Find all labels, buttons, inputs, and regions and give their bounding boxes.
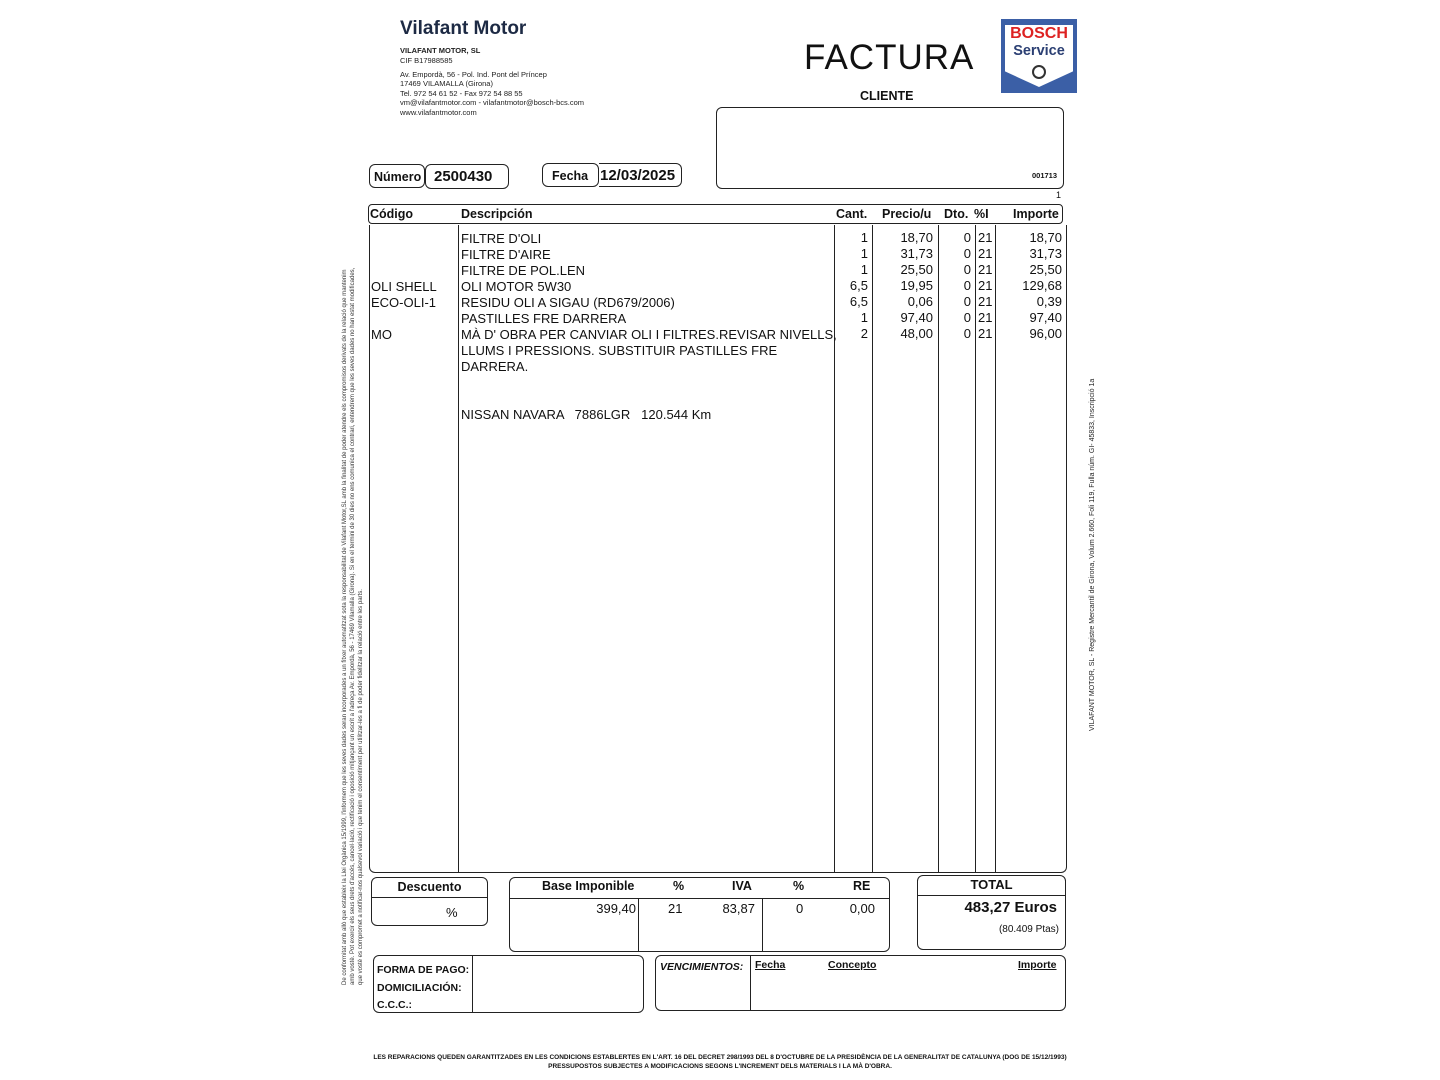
row-cant: 2 bbox=[860, 326, 868, 341]
company-name: Vilafant Motor bbox=[400, 18, 527, 39]
row-cant: 6,5 bbox=[849, 278, 868, 293]
page-number: 1 bbox=[1056, 190, 1062, 200]
row-cant: 1 bbox=[860, 310, 868, 325]
row-descripcion: MÀ D' OBRA PER CANVIAR OLI I FILTRES.REVISAR NIVELLS, bbox=[461, 327, 837, 342]
header-dto: Dto. bbox=[944, 207, 969, 221]
invoice-date: 12/03/2025 bbox=[599, 163, 682, 187]
base-value: 399,40 bbox=[596, 901, 636, 916]
vehicle-info: NISSAN NAVARA 7886LGR 120.544 Km bbox=[461, 407, 712, 422]
divider bbox=[509, 898, 890, 899]
company-emails: vm@vilafantmotor.com - vilafantmotor@bosch-bcs.com bbox=[400, 98, 585, 107]
row-importe: 97,40 bbox=[1029, 310, 1062, 325]
bosch-service-logo bbox=[1001, 19, 1077, 93]
logo-brand: BOSCH bbox=[1010, 25, 1068, 42]
header-importe: Importe bbox=[1013, 207, 1059, 221]
row-iva: 21 bbox=[978, 262, 993, 277]
company-phone: Tel. 972 54 61 52 - Fax 972 54 88 55 bbox=[400, 89, 523, 98]
tax-pct-value: 21 bbox=[668, 901, 683, 916]
row-cant: 1 bbox=[860, 230, 868, 245]
row-codigo: MO bbox=[371, 327, 392, 342]
row-iva: 21 bbox=[978, 310, 993, 325]
row-precio: 0,06 bbox=[907, 294, 933, 309]
base-label: Base Imponible bbox=[542, 879, 635, 893]
bosch-armature-icon bbox=[1032, 65, 1046, 79]
row-importe: 129,68 bbox=[1022, 278, 1062, 293]
invoice-date-label: Fecha bbox=[542, 163, 599, 187]
registry-info: VILAFANT MOTOR, SL - Registre Mercantil de Girona, Volum 2.660, Foli 119, Fulla núm. GI- 45833, Inscripció 1a bbox=[1089, 378, 1096, 731]
account-label: C.C.C.: bbox=[377, 999, 412, 1011]
divider bbox=[472, 955, 473, 1013]
total-pesetas: (80.409 Ptas) bbox=[998, 924, 1059, 935]
row-importe: 0,39 bbox=[1036, 294, 1062, 309]
row-descripcion: FILTRE D'OLI bbox=[461, 231, 542, 246]
tax-pct-label: % bbox=[673, 879, 685, 893]
row-importe: 18,70 bbox=[1029, 230, 1062, 245]
divider bbox=[638, 898, 639, 952]
row-iva: 21 bbox=[978, 278, 993, 293]
due-date-column: Fecha bbox=[755, 959, 786, 971]
company-web: www.vilafantmotor.com bbox=[400, 108, 477, 117]
row-precio: 18,70 bbox=[900, 230, 933, 245]
row-dto: 0 bbox=[963, 230, 971, 245]
discount-label: Descuento bbox=[371, 877, 488, 898]
document-title: FACTURA bbox=[804, 38, 975, 77]
row-precio: 19,95 bbox=[900, 278, 933, 293]
row-cant: 6,5 bbox=[849, 294, 868, 309]
client-box bbox=[716, 107, 1064, 189]
row-dto: 0 bbox=[963, 278, 971, 293]
header-iva: %I bbox=[974, 207, 989, 221]
row-descripcion: FILTRE DE POL.LEN bbox=[461, 263, 586, 278]
re-label: RE bbox=[853, 879, 871, 893]
re-value: 0,00 bbox=[849, 901, 875, 916]
privacy-notice: De conformitat amb allò que estableix la Llei Orgànica 15/1999, l'informem que les seves dades seran incorporades a un fitxer automatitzat sota la responsabilitat de Vilafant Motor,SL amb la finalitat de poder atendre els compromisos derivats de la relació que mantenim amb vostè. Pot exercir els seus drets d'accés, cancel·lació, rectificació i oposició mitjançant un escrit a l'adreça Av. Empordà, 56 - 17469 Vilamalla (Girona). Si en el termini de 30 dies no ens comunica el contrari, entendrem que les seves dades no han estat modificades, que vostè es compromet a notificar-nos qualsevol variació i que tenim el consentiment per utilitzar-les a fi de poder fidelitzar la relació entre les parts. bbox=[342, 267, 364, 985]
header-codigo: Código bbox=[370, 207, 414, 221]
divider bbox=[750, 955, 751, 1011]
invoice-number: 2500430 bbox=[425, 164, 509, 189]
row-precio: 31,73 bbox=[900, 246, 933, 261]
row-descripcion: RESIDU OLI A SIGAU (RD679/2006) bbox=[461, 295, 675, 310]
re-pct-label: % bbox=[793, 879, 805, 893]
row-importe: 31,73 bbox=[1029, 246, 1062, 261]
description-continuation: LLUMS I PRESSIONS. SUBSTITUIR PASTILLES FRE bbox=[461, 343, 778, 358]
direct-debit-label: DOMICILIACIÓN: bbox=[377, 982, 462, 994]
iva-label: IVA bbox=[732, 879, 752, 893]
row-precio: 25,50 bbox=[900, 262, 933, 277]
amount-column: Importe bbox=[1018, 959, 1057, 971]
client-label: CLIENTE bbox=[860, 89, 914, 103]
invoice-number-label: Número bbox=[369, 164, 425, 188]
logo-sub: Service bbox=[1013, 43, 1065, 59]
row-dto: 0 bbox=[963, 262, 971, 277]
row-importe: 96,00 bbox=[1029, 326, 1062, 341]
total-label: TOTAL bbox=[970, 877, 1013, 892]
row-importe: 25,50 bbox=[1029, 262, 1062, 277]
row-dto: 0 bbox=[963, 326, 971, 341]
divider bbox=[917, 895, 1066, 896]
divider bbox=[762, 898, 763, 952]
footer-warranty: LES REPARACIONS QUEDEN GARANTITZADES EN LES CONDICIONS ESTABLERTES EN L'ART. 16 DEL DECRET 298/1993 DEL 8 D'OCTUBRE DE LA PRESIDÈNCIA DE LA GENERALITAT DE CATALUNYA (DOG DE 15/12/1993) bbox=[373, 1054, 1067, 1061]
row-dto: 0 bbox=[963, 246, 971, 261]
discount-percent: % bbox=[446, 905, 458, 920]
due-dates-label: VENCIMIENTOS: bbox=[660, 961, 744, 973]
column-divider bbox=[975, 225, 976, 873]
column-divider bbox=[458, 225, 459, 873]
total-amount: 483,27 Euros bbox=[964, 899, 1057, 916]
row-codigo: OLI SHELL bbox=[371, 279, 437, 294]
concept-column: Concepto bbox=[828, 959, 877, 971]
company-cif: CIF B17988585 bbox=[400, 56, 453, 65]
row-precio: 97,40 bbox=[900, 310, 933, 325]
row-dto: 0 bbox=[963, 294, 971, 309]
row-iva: 21 bbox=[978, 294, 993, 309]
row-descripcion: PASTILLES FRE DARRERA bbox=[461, 311, 627, 326]
header-cant: Cant. bbox=[836, 207, 868, 221]
row-descripcion: FILTRE D'AIRE bbox=[461, 247, 551, 262]
row-iva: 21 bbox=[978, 246, 993, 261]
company-city: 17469 VILAMALLA (Girona) bbox=[400, 79, 493, 88]
row-iva: 21 bbox=[978, 230, 993, 245]
client-code: 001713 bbox=[1032, 171, 1058, 180]
row-cant: 1 bbox=[860, 246, 868, 261]
header-descripcion: Descripción bbox=[461, 207, 533, 221]
footer-budget: PRESSUPOSTOS SUBJECTES A MODIFICACIONS SEGONS L'INCREMENT DELS MATERIALS I LA MÀ D'OBRA. bbox=[548, 1063, 892, 1070]
iva-value: 83,87 bbox=[722, 901, 755, 916]
header-precio: Precio/u bbox=[882, 207, 932, 221]
row-descripcion: OLI MOTOR 5W30 bbox=[461, 279, 572, 294]
row-dto: 0 bbox=[963, 310, 971, 325]
company-legal-name: VILAFANT MOTOR, SL bbox=[400, 46, 481, 55]
description-continuation: DARRERA. bbox=[461, 359, 529, 374]
re-pct-value: 0 bbox=[796, 901, 804, 916]
company-address: Av. Empordà, 56 - Pol. Ind. Pont del Príncep bbox=[400, 70, 547, 79]
payment-method-label: FORMA DE PAGO: bbox=[377, 964, 470, 976]
row-cant: 1 bbox=[860, 262, 868, 277]
row-codigo: ECO-OLI-1 bbox=[371, 295, 437, 310]
row-iva: 21 bbox=[978, 326, 993, 341]
row-precio: 48,00 bbox=[900, 326, 933, 341]
